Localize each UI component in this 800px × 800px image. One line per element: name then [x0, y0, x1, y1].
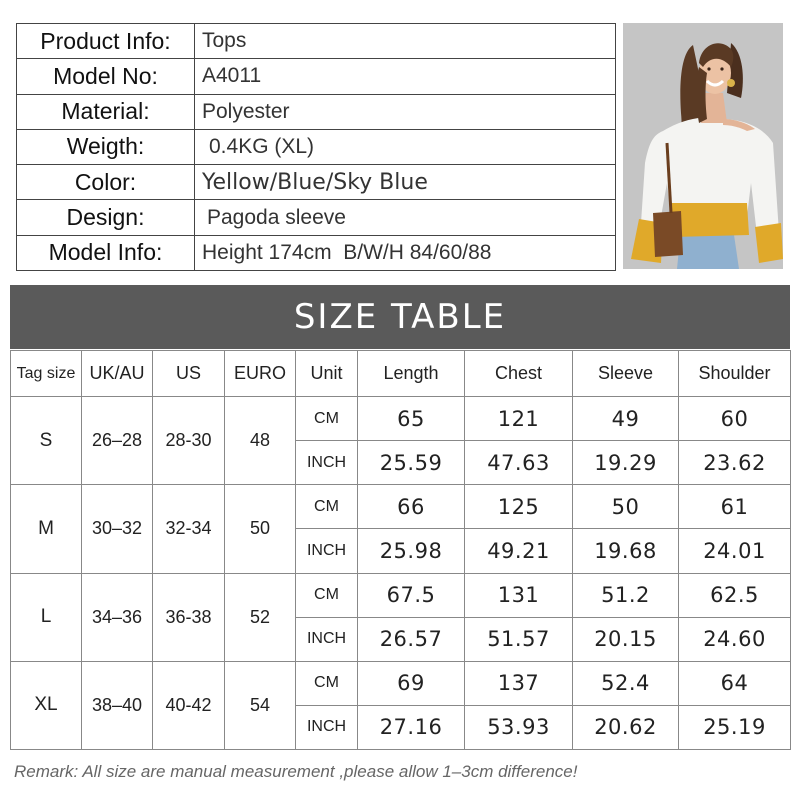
length-cell: 25.98	[358, 529, 465, 573]
us-size: 40-42	[153, 661, 225, 749]
column-header: Sleeve	[573, 351, 679, 397]
model-photo-illustration	[623, 23, 783, 269]
unit-cell: INCH	[296, 617, 358, 661]
column-header: Chest	[465, 351, 573, 397]
sleeve-cell: 49	[573, 397, 679, 441]
euro-size: 54	[225, 661, 296, 749]
length-cell: 65	[358, 397, 465, 441]
info-value: Pagoda sleeve	[195, 200, 616, 235]
length-cell: 66	[358, 485, 465, 529]
length-cell: 26.57	[358, 617, 465, 661]
uk-au-size: 26–28	[82, 397, 153, 485]
table-row	[11, 397, 791, 441]
info-value: Yellow/Blue/Sky Blue	[195, 165, 616, 200]
us-size: 36-38	[153, 573, 225, 661]
chest-cell: 137	[465, 661, 573, 705]
euro-size: 50	[225, 485, 296, 573]
info-value: Polyester	[195, 94, 616, 129]
column-header: Length	[358, 351, 465, 397]
info-row-weight	[17, 129, 616, 164]
info-label: Material:	[17, 94, 195, 129]
info-label: Color:	[17, 165, 195, 200]
us-size: 28-30	[153, 397, 225, 485]
uk-au-size: 34–36	[82, 573, 153, 661]
info-row-color	[17, 165, 616, 200]
model-photo	[623, 23, 783, 269]
shoulder-cell: 62.5	[679, 573, 791, 617]
tag-size: S	[11, 397, 82, 485]
info-row-product	[17, 24, 616, 59]
sleeve-cell: 50	[573, 485, 679, 529]
chest-cell: 131	[465, 573, 573, 617]
unit-cell: INCH	[296, 441, 358, 485]
remark-note: Remark: All size are manual measurement ,please allow 1–3cm difference!	[14, 762, 578, 781]
column-header: Tag size	[11, 351, 82, 397]
column-header: Shoulder	[679, 351, 791, 397]
euro-size: 48	[225, 397, 296, 485]
info-value: Height 174cm B/W/H 84/60/88	[195, 235, 616, 270]
info-row-model-info	[17, 235, 616, 270]
chest-cell: 49.21	[465, 529, 573, 573]
shoulder-cell: 25.19	[679, 705, 791, 749]
info-value: Tops	[195, 24, 616, 59]
shoulder-cell: 64	[679, 661, 791, 705]
uk-au-size: 38–40	[82, 661, 153, 749]
column-header: UK/AU	[82, 351, 153, 397]
tag-size: XL	[11, 661, 82, 749]
info-row-material	[17, 94, 616, 129]
chest-cell: 51.57	[465, 617, 573, 661]
info-label: Model No:	[17, 59, 195, 94]
unit-cell: INCH	[296, 705, 358, 749]
product-info-table	[16, 23, 616, 271]
size-table-title: SIZE TABLE	[10, 285, 790, 349]
unit-cell: CM	[296, 661, 358, 705]
shoulder-cell: 60	[679, 397, 791, 441]
sleeve-cell: 19.68	[573, 529, 679, 573]
table-row	[11, 661, 791, 705]
tag-size: M	[11, 485, 82, 573]
info-row-design	[17, 200, 616, 235]
shoulder-cell: 61	[679, 485, 791, 529]
info-label: Model Info:	[17, 235, 195, 270]
uk-au-size: 30–32	[82, 485, 153, 573]
chest-cell: 47.63	[465, 441, 573, 485]
length-cell: 69	[358, 661, 465, 705]
sleeve-cell: 19.29	[573, 441, 679, 485]
table-row	[11, 485, 791, 529]
length-cell: 67.5	[358, 573, 465, 617]
length-cell: 27.16	[358, 705, 465, 749]
shoulder-cell: 23.62	[679, 441, 791, 485]
tag-size: L	[11, 573, 82, 661]
unit-cell: CM	[296, 397, 358, 441]
shoulder-cell: 24.60	[679, 617, 791, 661]
table-row	[11, 573, 791, 617]
unit-cell: INCH	[296, 529, 358, 573]
info-row-model-no	[17, 59, 616, 94]
chest-cell: 121	[465, 397, 573, 441]
column-header: Unit	[296, 351, 358, 397]
info-value: A4011	[195, 59, 616, 94]
sleeve-cell: 51.2	[573, 573, 679, 617]
info-label: Weigth:	[17, 129, 195, 164]
chest-cell: 53.93	[465, 705, 573, 749]
unit-cell: CM	[296, 485, 358, 529]
info-label: Design:	[17, 200, 195, 235]
info-value: 0.4KG (XL)	[195, 129, 616, 164]
us-size: 32-34	[153, 485, 225, 573]
length-cell: 25.59	[358, 441, 465, 485]
column-header: US	[153, 351, 225, 397]
size-table	[10, 350, 791, 750]
column-header: EURO	[225, 351, 296, 397]
info-label: Product Info:	[17, 24, 195, 59]
sleeve-cell: 20.62	[573, 705, 679, 749]
unit-cell: CM	[296, 573, 358, 617]
euro-size: 52	[225, 573, 296, 661]
chest-cell: 125	[465, 485, 573, 529]
shoulder-cell: 24.01	[679, 529, 791, 573]
sleeve-cell: 20.15	[573, 617, 679, 661]
size-table-header	[11, 351, 791, 397]
sleeve-cell: 52.4	[573, 661, 679, 705]
